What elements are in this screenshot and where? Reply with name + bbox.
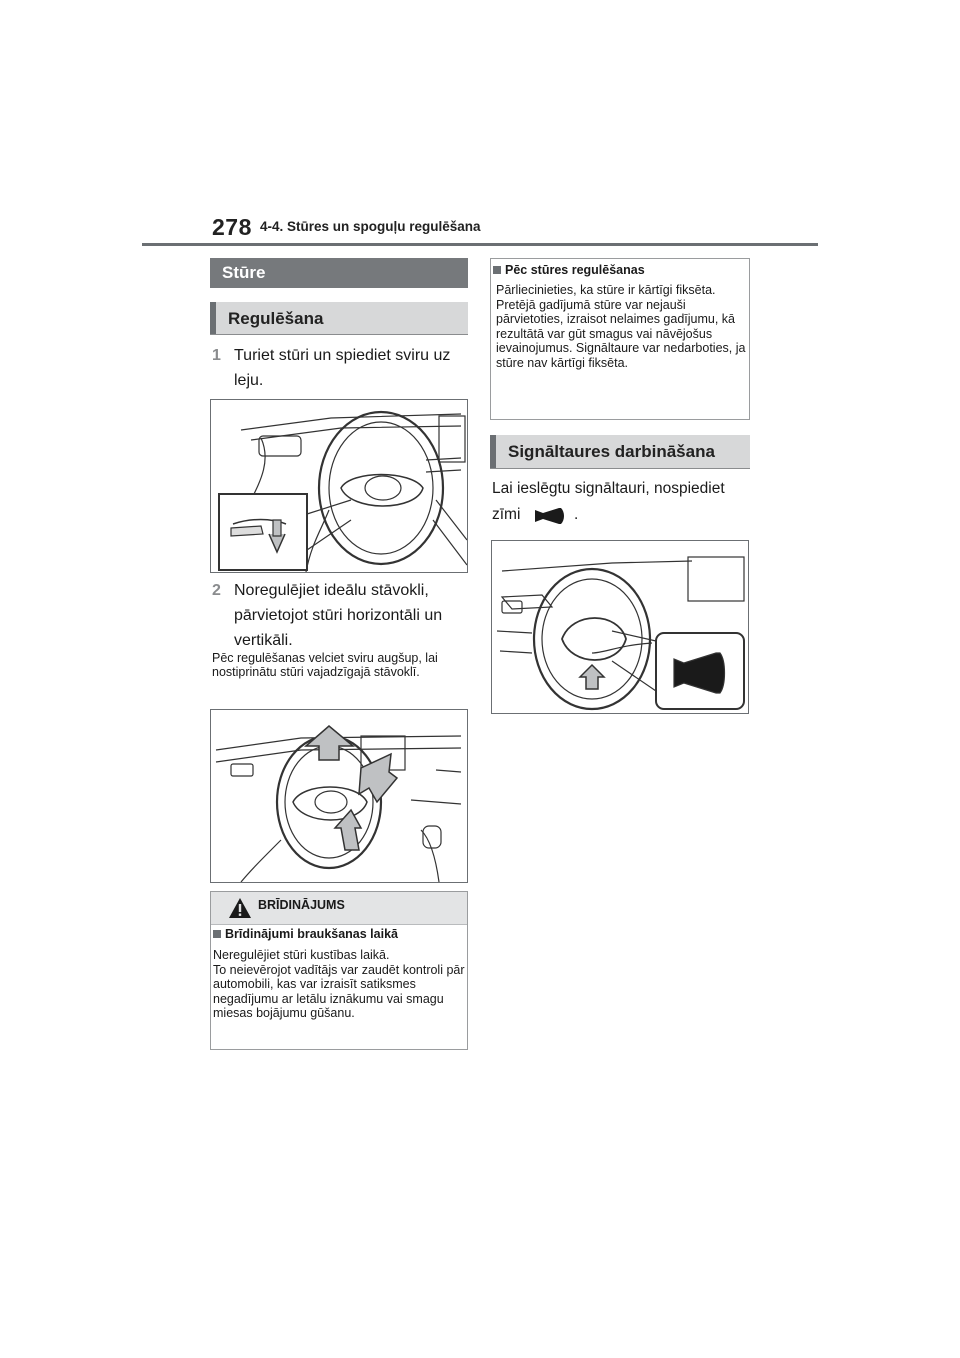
- warning-body: Neregulējiet stūri kustības laikā. To neievērojot vadītājs var zaudēt kontroli pār automobili, kas var izraisīt satiksmes negadījumu ar letālu iznākumu vai smagu miesas bojājumu gūšanu.: [213, 948, 465, 1020]
- warning-title: BRĪDINĀJUMS: [258, 898, 345, 912]
- step-text: Noregulējiet ideālu stāvokli, pārvietojot stūri horizontāli un vertikāli.: [234, 582, 443, 649]
- horn-instruction-word: zīmi: [492, 506, 521, 523]
- bullet-square: [213, 930, 221, 938]
- step-1: [212, 343, 470, 395]
- horn-icon: [531, 506, 571, 526]
- info-bullet: [493, 263, 645, 277]
- step-text: Turiet stūri un spiediet sviru uz leju.: [234, 347, 451, 389]
- adjustment-note: Pēc regulēšanas velciet sviru augšup, lai nostiprinātu stūri vajadzīgajā stāvoklī.: [212, 651, 438, 679]
- step-2: [212, 578, 470, 654]
- section-title-bar: [210, 258, 468, 288]
- warning-bullet-text: Brīdinājumi braukšanas laikā: [225, 927, 398, 941]
- illustration-lever: [210, 399, 468, 573]
- step-number: 2: [212, 582, 221, 599]
- info-bullet-text: Pēc stūres regulēšanas: [505, 263, 645, 277]
- subsection-title: Regulēšana: [228, 309, 324, 328]
- step-number: 1: [212, 347, 221, 364]
- horn-subsection-title: Signāltaures darbināšana: [508, 442, 715, 461]
- page-number: 278: [212, 214, 252, 240]
- illustration-adjust: [210, 709, 468, 883]
- bullet-square: [493, 266, 501, 274]
- info-body: Pārliecinieties, ka stūre ir kārtīgi fiksēta. Pretējā gadījumā stūre var nejauši pārvietoties, izraisot nelaimes gadījumu, kā rezultātā var gūt smagus vai nāvējošus ievainojumus. Signāltaure var nedarboties, ja stūre nav kārtīgi fiksēta.: [496, 283, 746, 370]
- warning-bullet: [213, 927, 398, 941]
- horn-instruction-end: .: [574, 506, 579, 523]
- horn-instruction-line1: Lai ieslēgtu signāltauri, nospiediet: [492, 480, 725, 497]
- chapter-title: 4-4. Stūres un spoguļu regulēšana: [260, 219, 481, 234]
- header-rule: [142, 243, 818, 246]
- horn-instruction-line2: [492, 503, 520, 527]
- section-title: Stūre: [222, 263, 266, 282]
- illustration-horn: [491, 540, 749, 714]
- horn-subsection-bar: [490, 435, 750, 469]
- warning-triangle-icon: [228, 897, 252, 919]
- subsection-title-bar: [210, 302, 468, 335]
